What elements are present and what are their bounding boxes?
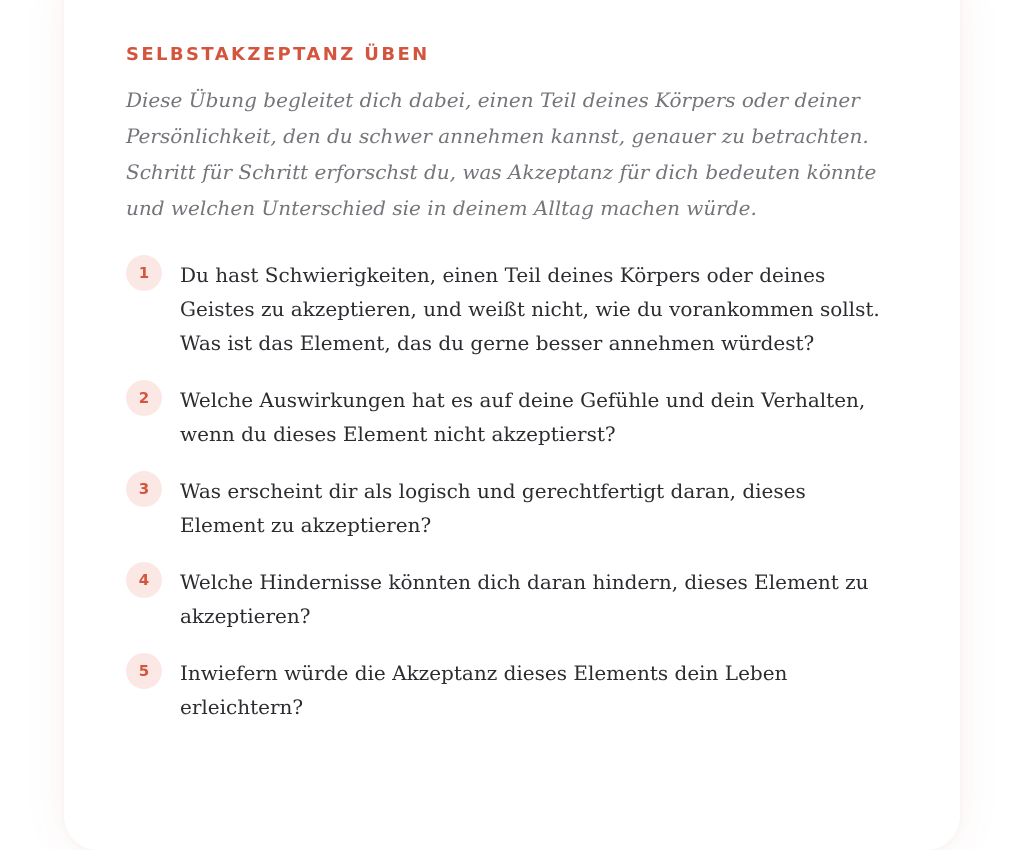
- step-item-2: [126, 383, 906, 451]
- step-question: Du hast Schwierigkeiten, einen Teil deines Körpers oder deines Geistes zu akzeptieren, und weißt nicht, wie du vorankommen sollst. Was ist das Element, das du gerne besser annehmen würdest?: [180, 263, 880, 355]
- exercise-content: [126, 42, 906, 747]
- step-item-1: [126, 258, 906, 360]
- step-number-badge: 2: [126, 380, 162, 416]
- step-number-badge: 4: [126, 562, 162, 598]
- steps-list: [126, 258, 906, 724]
- section-intro: Diese Übung begleitet dich dabei, einen Teil deines Körpers oder deiner Persönlichkeit, den du schwer annehmen kannst, genauer zu betrachten. Schritt für Schritt erforschst du, was Akzeptanz für dich bedeuten könnte und welchen Unterschied sie in deinem Alltag machen würde.: [126, 88, 877, 220]
- section-title: SELBSTAKZEPTANZ ÜBEN: [126, 44, 430, 65]
- step-question: Inwiefern würde die Akzeptanz dieses Elements dein Leben erleichtern?: [180, 661, 788, 719]
- step-question: Was erscheint dir als logisch und gerechtfertigt daran, dieses Element zu akzeptieren?: [180, 479, 806, 537]
- step-item-3: [126, 474, 906, 542]
- step-item-4: [126, 565, 906, 633]
- step-number-badge: 3: [126, 471, 162, 507]
- step-item-5: [126, 656, 906, 724]
- exercise-card: [64, 0, 960, 850]
- step-question: Welche Hindernisse könnten dich daran hindern, dieses Element zu akzeptieren?: [180, 570, 869, 628]
- step-question: Welche Auswirkungen hat es auf deine Gefühle und dein Verhalten, wenn du dieses Element nicht akzeptierst?: [180, 388, 866, 446]
- step-number-badge: 5: [126, 653, 162, 689]
- step-number-badge: 1: [126, 255, 162, 291]
